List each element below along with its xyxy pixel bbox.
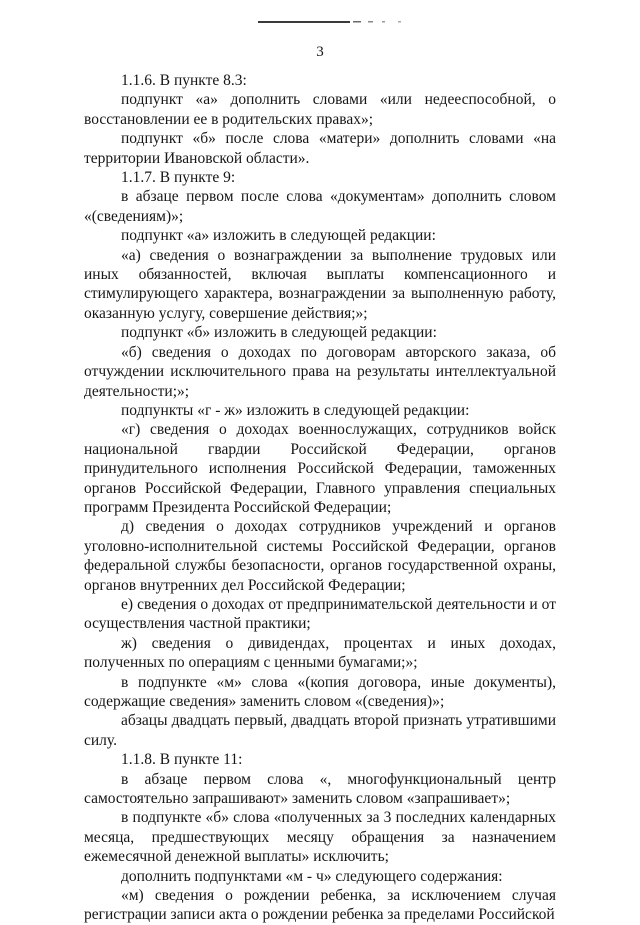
paragraph-subpoint-g: «г) сведения о доходах военнослужащих, сотрудников войск национальной гвардии Российской Федерации, органов принудительного исполнения Российской Федерации, таможенных органов Российской Федерации, Главного управления специальных программ Президента Российской Федерации; bbox=[84, 421, 556, 516]
page-number: 3 bbox=[316, 44, 324, 60]
paragraph-first-abzats-replacement: в абзаце первом слова «, многофункциональный центр самостоятельно запрашивают» заменить словом «запрашивает»; bbox=[84, 770, 556, 808]
paragraph-subpoint-a-new-wording-intro: подпункт «а» изложить в следующей редакции: bbox=[121, 227, 436, 245]
paragraph-subpoints-g-zh-intro: подпункты «г - ж» изложить в следующей редакции: bbox=[121, 401, 470, 419]
scan-artifact-mark bbox=[258, 12, 408, 18]
paragraph-item-1-1-7-heading: 1.1.7. В пункте 9: bbox=[121, 169, 236, 187]
paragraph-subpoint-m-amendment: в подпункте «м» слова «(копия договора, иные документы), содержащие сведения» заменить словом «(сведения)»; bbox=[84, 673, 556, 710]
paragraph-subpoint-a-amendment: подпункт «а» дополнить словами «или недееспособной, о восстановлении ее в родительских правах»; bbox=[84, 91, 556, 128]
paragraph-subpoint-b-amendment: подпункт «б» после слова «матери» дополнить словами «на территории Ивановской области». bbox=[84, 130, 556, 167]
paragraph-item-1-1-6-heading: 1.1.6. В пункте 8.3: bbox=[121, 72, 247, 89]
paragraph-subpoint-zh: ж) сведения о дивидендах, процентах и иных доходах, полученных по операциям с ценными бумагами;»; bbox=[84, 634, 556, 672]
paragraph-subpoint-b-exclusion: в подпункте «б» слова «полученных за 3 последних календарных месяца, предшествующих месяцу обращения за назначением ежемесячной денежной выплаты» исключить; bbox=[84, 809, 556, 866]
paragraph-first-abzats-amendment: в абзаце первом после слова «документам» дополнить словом «(сведениям)»; bbox=[84, 188, 556, 225]
paragraph-repeal-abzatsy: абзацы двадцать первый, двадцать второй признать утратившими силу. bbox=[84, 712, 556, 749]
paragraph-subpoint-m-new: «м) сведения о рождении ребенка, за исключением случая регистрации записи акта о рождении ребенка за пределами Российской bbox=[84, 887, 556, 924]
paragraph-subpoint-a-new-wording: «а) сведения о вознаграждении за выполнение трудовых или иных обязанностей, включая выплаты компенсационного и стимулирующего характера, вознаграждении за выполненную работу, оказанную услугу, совершение действия;»; bbox=[84, 246, 556, 322]
paragraph-subpoint-b-new-wording-intro: подпункт «б» изложить в следующей редакции: bbox=[121, 324, 437, 342]
paragraph-subpoint-d: д) сведения о доходах сотрудников учреждений и органов уголовно-исполнительной системы Российской Федерации, органов федеральной службы безопасности, органов государственной охраны, органов внутренних дел Российской Федерации; bbox=[84, 518, 556, 594]
paragraph-add-subpoints-intro: дополнить подпунктами «м - ч» следующего содержания: bbox=[121, 867, 503, 885]
document-body bbox=[84, 71, 556, 925]
paragraph-subpoint-e: е) сведения о доходах от предпринимательской деятельности и от осуществления частной практики; bbox=[84, 595, 556, 633]
paragraph-subpoint-b-new-wording: «б) сведения о доходах по договорам авторского заказа, об отчуждении исключительного права на результаты интеллектуальной деятельности;»; bbox=[84, 343, 556, 400]
paragraph-item-1-1-8-heading: 1.1.8. В пункте 11: bbox=[121, 751, 243, 769]
